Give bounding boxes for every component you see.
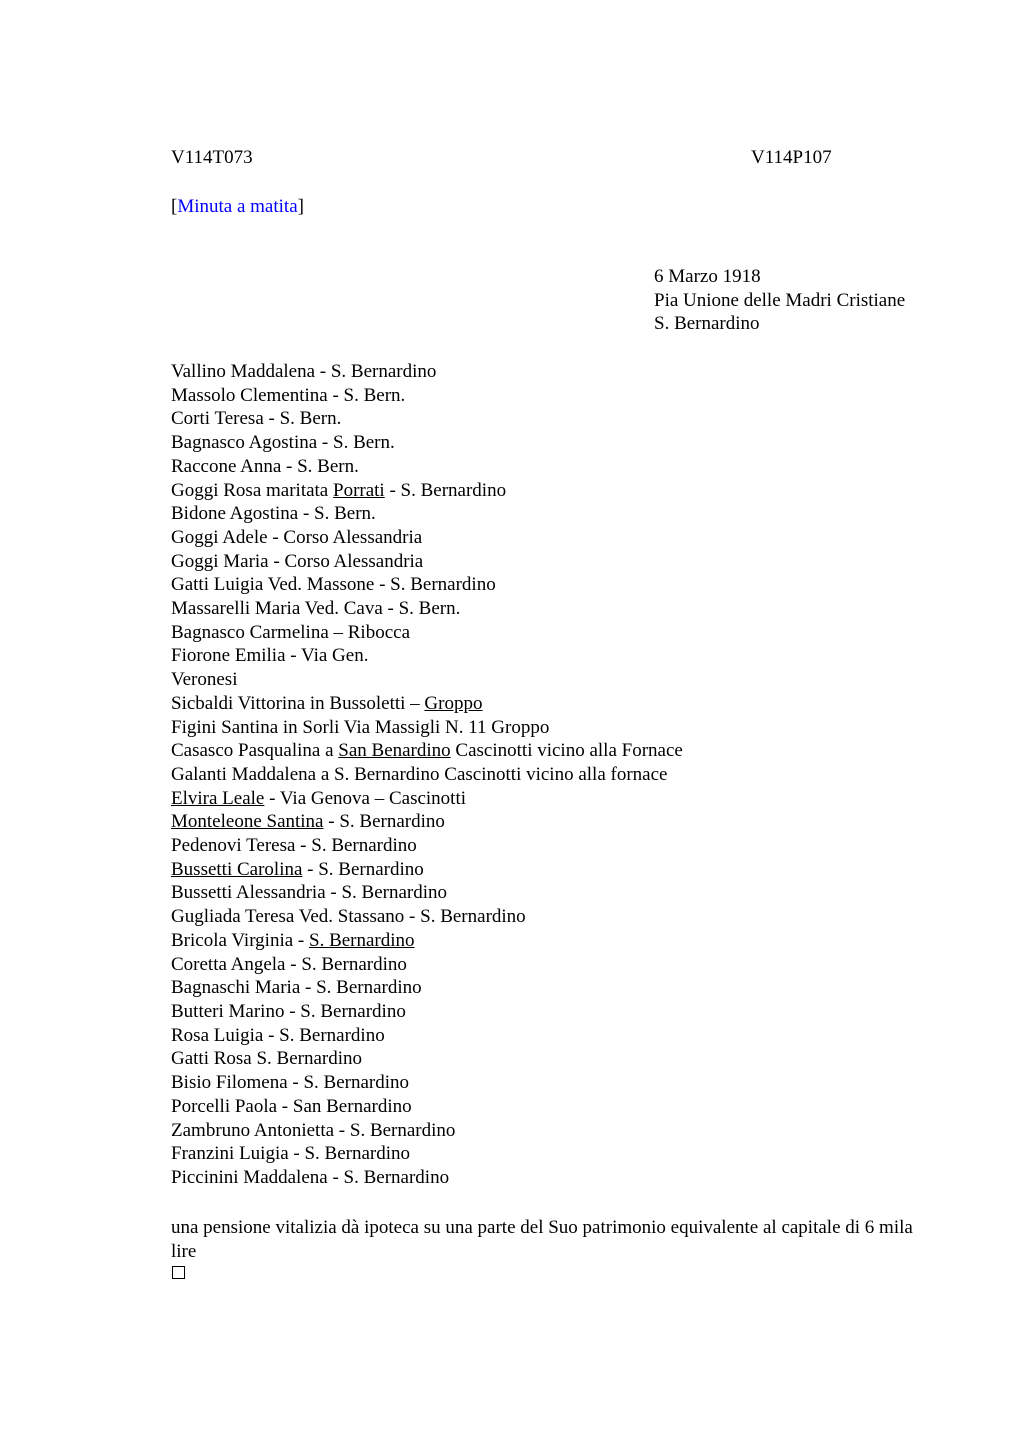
list-item-text: Bisio Filomena - S. Bernardino <box>171 1072 410 1094</box>
list-item <box>171 668 683 692</box>
checkbox-square-icon <box>172 1266 185 1279</box>
note-bracket-open: [ <box>171 196 178 217</box>
underlined-text: Bussetti Carolina <box>171 858 303 880</box>
list-item <box>171 976 683 1000</box>
list-item <box>171 905 683 929</box>
list-item-text: Galanti Maddalena a S. Bernardino Cascinotti vicino alla fornace <box>171 763 668 785</box>
list-item <box>171 1142 683 1166</box>
list-item <box>171 597 683 621</box>
list-item-text: Bagnasco Agostina - S. Bern. <box>171 432 395 454</box>
list-item <box>171 1071 683 1095</box>
list-item <box>171 1047 683 1071</box>
underlined-text: Groppo <box>424 692 483 714</box>
list-item-text: Figini Santina in Sorli Via Massigli N. 11 Groppo <box>171 716 550 738</box>
list-item-text: Gatti Luigia Ved. Massone - S. Bernardino <box>171 574 496 596</box>
underlined-text: Monteleone Santina <box>171 811 324 833</box>
list-item-text: Raccone Anna - S. Bern. <box>171 455 359 477</box>
list-item-text: Sicbaldi Vittorina in Bussoletti – <box>171 692 425 714</box>
document-code-left: V114T073 <box>171 147 253 168</box>
list-item <box>171 692 683 716</box>
list-item <box>171 953 683 977</box>
list-item <box>171 881 683 905</box>
list-item-text: Gugliada Teresa Ved. Stassano - S. Bernardino <box>171 906 526 928</box>
list-item <box>171 384 683 408</box>
list-item-text: Bagnaschi Maria - S. Bernardino <box>171 977 422 999</box>
list-item-text: Bagnasco Carmelina – Ribocca <box>171 621 411 643</box>
list-item <box>171 431 683 455</box>
list-item <box>171 502 683 526</box>
list-item <box>171 550 683 574</box>
list-item <box>171 526 683 550</box>
list-item-text: Bricola Virginia - <box>171 929 309 951</box>
list-item-text: Massolo Clementina - S. Bern. <box>171 384 406 406</box>
organization-place: S. Bernardino <box>654 313 760 335</box>
list-item <box>171 810 683 834</box>
list-item <box>171 644 683 668</box>
list-item-text: Butteri Marino - S. Bernardino <box>171 1000 406 1022</box>
underlined-text: Porrati <box>333 479 385 501</box>
list-item-text: - S. Bernardino <box>384 479 507 501</box>
list-item-text: Bidone Agostina - S. Bern. <box>171 503 376 525</box>
list-item <box>171 787 683 811</box>
note-bracket-close: ] <box>297 196 304 217</box>
list-item-text: Goggi Rosa maritata <box>171 479 333 501</box>
list-item-text: - Via Genova – Cascinotti <box>264 787 467 809</box>
list-item-text: Vallino Maddalena - S. Bernardino <box>171 361 437 382</box>
list-item <box>171 834 683 858</box>
list-item <box>171 1024 683 1048</box>
list-item <box>171 573 683 597</box>
list-item <box>171 1095 683 1119</box>
list-item <box>171 739 683 763</box>
list-item <box>171 1119 683 1143</box>
list-item <box>171 455 683 479</box>
letter-date: 6 Marzo 1918 <box>654 266 761 287</box>
underlined-text: Elvira Leale <box>171 787 265 809</box>
list-item <box>171 621 683 645</box>
list-item <box>171 360 683 384</box>
closing-paragraph: una pensione vitalizia dà ipoteca su una parte del Suo patrimonio equivalente al capitale di 6 mila lire <box>171 1217 913 1262</box>
list-item-text: Goggi Adele - Corso Alessandria <box>171 526 423 548</box>
list-item-text: Porcelli Paola - San Bernardino <box>171 1095 412 1117</box>
list-item-text: Veronesi <box>171 669 238 691</box>
list-item-text: - S. Bernardino <box>302 858 424 880</box>
list-item <box>171 479 683 503</box>
list-item <box>171 929 683 953</box>
editorial-note <box>171 195 304 219</box>
list-item-text: Corti Teresa - S. Bern. <box>171 408 342 430</box>
list-item-text: Goggi Maria - Corso Alessandria <box>171 550 424 572</box>
letterhead <box>654 265 905 336</box>
list-item-text: Fiorone Emilia - Via Gen. <box>171 645 369 667</box>
list-item-text: Gatti Rosa S. Bernardino <box>171 1048 363 1070</box>
list-item-text: Coretta Angela - S. Bernardino <box>171 953 407 975</box>
list-item-text: Bussetti Alessandria - S. Bernardino <box>171 882 447 904</box>
list-item-text: - S. Bernardino <box>323 811 445 833</box>
underlined-text: San Benardino <box>338 740 451 762</box>
organization-name: Pia Unione delle Madri Cristiane <box>654 289 906 311</box>
underlined-text: S. Bernardino <box>309 929 415 951</box>
note-text: Minuta a matita <box>177 196 298 217</box>
list-item <box>171 407 683 431</box>
list-item-text: Rosa Luigia - S. Bernardino <box>171 1024 385 1046</box>
list-item-text: Massarelli Maria Ved. Cava - S. Bern. <box>171 598 461 620</box>
list-item <box>171 858 683 882</box>
list-item-text: Piccinini Maddalena - S. Bernardino <box>171 1166 450 1188</box>
list-item <box>171 763 683 787</box>
list-item-text: Franzini Luigia - S. Bernardino <box>171 1143 411 1165</box>
list-item-text: Cascinotti vicino alla Fornace <box>450 740 683 762</box>
list-item <box>171 1166 683 1190</box>
list-item-text: Pedenovi Teresa - S. Bernardino <box>171 835 417 857</box>
list-item <box>171 716 683 740</box>
list-item-text: Zambruno Antonietta - S. Bernardino <box>171 1119 456 1141</box>
document-code-right: V114P107 <box>751 147 832 168</box>
list-item-text: Casasco Pasqualina a <box>171 740 339 762</box>
member-list <box>171 360 683 1190</box>
list-item <box>171 1000 683 1024</box>
